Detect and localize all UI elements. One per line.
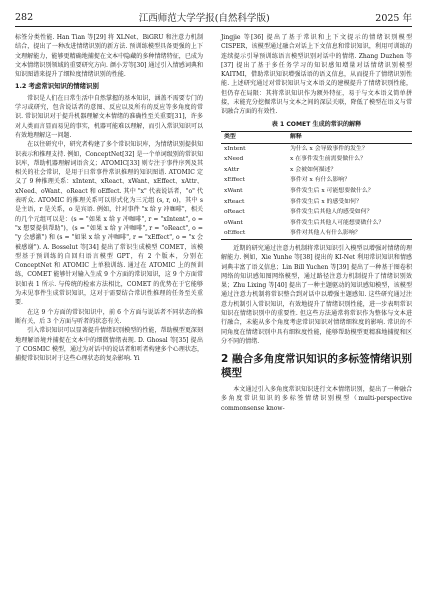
paragraph: Jingjie 等[36] 提出了基于常识和上下文提示的情绪识别模型 CISPER，该模型通过融合对话上下文信息和常识知识，利用可训练的连续提示引导预训练语言模型识别对话中的情绪. Zhang Duzhen 等[37] 提出了基于多任务学习的知识感知增量对话情绪识别模型 KAITMI，借助常识知识增强话语的语义信息，从而提升了情绪识别性能. 上述研究通过对常识知识与文本语义的建模提升了情绪识别性能，但仍存在局限：其将常识知识作为额外特征，易于与文本语义简单拼接，未能充分挖掘常识与文本之间的深层关联，降低了模型在语义与常识融合方面的有效性. xyxy=(221,34,412,116)
paragraph: 近期的研究通过注意力机制将常识知识引入模型以增强对情绪的理解能力. 例如，Xie Yunhe 等[38] 提出的 KI-Net 利用常识知识和情感词典丰富了语义信息；Lin Bill Yuchen 等[39] 提出了一种基于图卷积网络的知识感知图网络模型，通过路径注意力机制提升了情绪识别效果；Zhu Lixing 等[40] 提出了一种主题驱动的知识感知模型，该模型通过注意力机制将常识整合到对话中以增强主题感知. 这些研究通过注意力机制引入常识知识，有效地提升了情绪识别性能，进一步表明常识知识在情绪识别中的重要性. 但这些方法通常将常识作为整体与文本进行融合，未能从多个角度考虑常识知识对情绪细粒度的影响. 常识的不同角度在情绪识别中具有细粒度性能，能够帮助模型更精准地捕捉和区分不同的情绪. xyxy=(221,244,412,345)
table-row xyxy=(221,186,412,197)
cell-type: oReact xyxy=(224,209,245,216)
cell-type: oEffect xyxy=(224,230,246,237)
table-row xyxy=(221,143,412,154)
section-heading-2: 2 融合多角度常识知识的多标签情绪识别模型 xyxy=(221,353,412,380)
cell-type: xAttr xyxy=(224,166,240,173)
paragraph: 本文通过引入多角度常识知识进行文本情绪识别，提出了一种融合多角度常识知识的多标签情绪识别模型（multi-perspective commonsense know- xyxy=(221,386,412,412)
cell-type: oWant xyxy=(224,219,243,226)
section-heading-1-2: 1.2 考虑常识知识的情绪识别 xyxy=(15,82,99,91)
cell-type: xReact xyxy=(224,198,245,205)
cell-type: xNeed xyxy=(224,156,244,163)
cell-explanation: 事件发生后 x 的感受如何？ xyxy=(290,198,362,205)
page-number: 282 xyxy=(15,11,34,23)
table-row xyxy=(221,218,412,229)
paragraph: 在这 9 个方面的常识知识中，前 6 个方面与说话者不同状态的推断有关，后 3 个方面与听者的状态有关. xyxy=(15,308,203,325)
table-row xyxy=(221,197,412,208)
paragraph: 标签分类性能. Han Tian 等[29] 将 XLNet、BiGRU 和注意力机制结合，提出了一种改进情绪识别的新方法. 预训练模型具备更强的上下文理解能力，能够更精确地捕捉在文本中隐藏的多种情绪特征，已成为文本情绪识别领域的重要研究方向. 颜小芳等[30] 通过引入情感词典和知识图谱来提升了细粒度情绪识别的性能. xyxy=(15,34,203,79)
cell-explanation: 事件发生后其他人的感受如何？ xyxy=(290,209,373,216)
table-row xyxy=(221,154,412,165)
cell-type: xEffect xyxy=(224,177,245,184)
paragraph: 引入常识知识可以显著提升情绪识别模型的性能，帮助模型更深刻地理解语境并捕捉在文本中的细微情绪表现. D. Ghosal 等[35] 提出了 COSMIC 模型，通过为对话中的说话者和听者构建多个心理状态，捕捉常识知识对于这些心理状态的复杂影响. Yi xyxy=(15,327,203,363)
comet-table xyxy=(221,131,412,240)
cell-explanation: x 会被如何描述？ xyxy=(290,166,337,173)
journal-title: 江西师范大学学报(自然科学版) xyxy=(138,13,270,24)
right-column xyxy=(221,33,412,413)
paragraph: 在以往研究中，研究者构建了多个常识知识库，为情绪识别提供知识表示和推理支持. 例如，ConceptNet[32] 是一个单词级别的常识知识库，帮助机器理解词语含义；ATOMIC[33] 则专注于事件序列及其相关的社会常识，是用于日常事件常识推理的知识图谱. ATOMIC 定义了 9 种推理关系：xIntent、xReact、xWant、xEffect、xAttr、xNeed、oWant、oReact 和 oEffect. 其中 "x" 代表说话者，"o" 代表听众. ATOMIC 的推理关系可以形式化为三元组 (s, r, o)，其中 s 是主语，r 是关系，o 是宾语. 例如，针对事件 "x 给 y 冲咖啡"，相关的几个元组可以是：(s = "如果 x 给 y 冲咖啡", r = "xIntent", o = "x 想要提供帮助")，(s = "如果 x 给 y 冲咖啡", r = "oReact", o = "y 会感激") 和 (s = "如果 x 给 y 冲咖啡", r = "xEffect", o = "x 会被感谢"). A. Bosselut 等[34] 提出了常识生成模型 COMET，该模型基于预训练的自回归语言模型 GPT，有 2 个版本，分别在 ConceptNet 和 ATOMIC 上单独训练. 通过在 ATOMIC 上的预训练，COMET 能够针对输入生成 9 个方面的常识知识，这 9 个方面常识如表 1 所示. 与传统的检索方法相比，COMET 的优势在于它能够为未见事件生成常识知识，这对于需要结合常识性推理的任务至关重要. xyxy=(15,141,203,307)
cell-explanation: 事件发生后其他人可能想要做什么？ xyxy=(290,219,385,226)
header-cell-explanation: 解释 xyxy=(290,132,302,140)
table-header-row xyxy=(221,131,412,143)
running-header xyxy=(15,9,412,25)
table-row xyxy=(221,165,412,176)
cell-explanation: x 在事件发生前需要做什么？ xyxy=(290,156,366,163)
table-caption: 表 1 COMET 生成的常识的解释 xyxy=(271,120,362,128)
cell-type: xIntent xyxy=(224,145,246,152)
header-cell-type: 类型 xyxy=(224,132,236,140)
table-row xyxy=(221,228,412,239)
left-column xyxy=(15,33,203,363)
cell-explanation: 事件对 x 有什么影响？ xyxy=(290,177,351,184)
table-row xyxy=(221,207,412,218)
publication-year: 2025 年 xyxy=(375,13,412,24)
cell-type: xWant xyxy=(224,187,243,194)
cell-explanation: 事件对其他人有什么影响？ xyxy=(290,230,361,237)
paragraph: 常识是人们在日常生活中自然掌握的基本知识，涵盖不需要专门的学习或研究，包含说话者的意图、反应以及所有的反应等多角度的常识. 常识知识对于提升机器理解文本情绪的准确性至关重要[31]，许多对人类而言显而易见的事实，机器可能难以理解，而引入常识知识可以有效地理解这一问题. xyxy=(15,94,203,139)
table-row xyxy=(221,175,412,186)
cell-explanation: 事件发生后 x 可能想要做什么？ xyxy=(290,187,374,194)
header-rule xyxy=(15,26,412,27)
cell-explanation: 为什么 x 会导致事件的发生？ xyxy=(290,145,368,152)
